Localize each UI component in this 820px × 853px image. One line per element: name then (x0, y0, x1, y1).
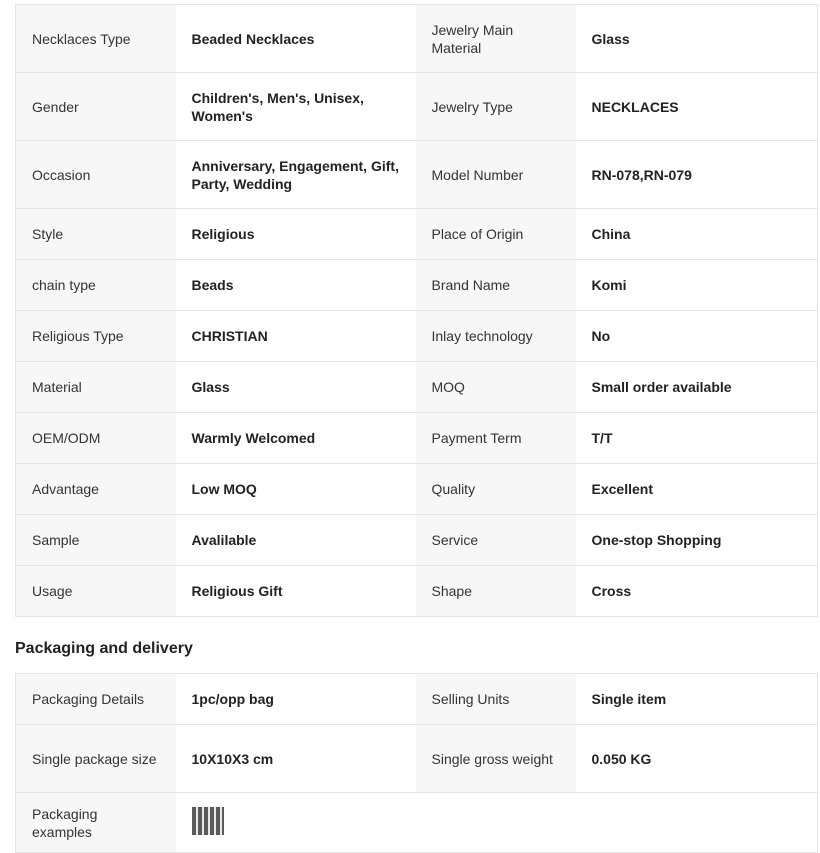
attribute-value: Low MOQ (176, 464, 416, 515)
table-row (16, 260, 818, 311)
attribute-value: One-stop Shopping (576, 515, 818, 566)
attribute-value: Glass (576, 5, 818, 73)
attribute-name: Usage (16, 566, 176, 617)
packaging-example-image[interactable] (192, 807, 224, 835)
attribute-name: chain type (16, 260, 176, 311)
attribute-value: Beaded Necklaces (176, 5, 416, 73)
attribute-value: Religious (176, 209, 416, 260)
attribute-name: Religious Type (16, 311, 176, 362)
attribute-value: Beads (176, 260, 416, 311)
attribute-name: Brand Name (416, 260, 576, 311)
attribute-name: Material (16, 362, 176, 413)
attribute-name: Single package size (16, 725, 176, 793)
attribute-value: China (576, 209, 818, 260)
attribute-name: Jewelry Type (416, 73, 576, 141)
attribute-value: Cross (576, 566, 818, 617)
attribute-value: Children's, Men's, Unisex, Women's (176, 73, 416, 141)
attribute-value: Warmly Welcomed (176, 413, 416, 464)
attribute-name: Sample (16, 515, 176, 566)
table-row (16, 209, 818, 260)
attribute-name: Jewelry Main Material (416, 5, 576, 73)
attribute-value: Anniversary, Engagement, Gift, Party, Wedding (176, 141, 416, 209)
attribute-name: Place of Origin (416, 209, 576, 260)
attribute-name: Single gross weight (416, 725, 576, 793)
attribute-value: RN-078,RN-079 (576, 141, 818, 209)
attribute-value: 10X10X3 cm (176, 725, 416, 793)
packaging-table (15, 673, 818, 853)
attribute-name: Selling Units (416, 674, 576, 725)
attribute-value: 1pc/opp bag (176, 674, 416, 725)
table-row (16, 464, 818, 515)
attribute-value: No (576, 311, 818, 362)
table-row (16, 413, 818, 464)
attribute-value: Single item (576, 674, 818, 725)
attribute-value: 0.050 KG (576, 725, 818, 793)
attribute-name: Quality (416, 464, 576, 515)
attribute-value: Komi (576, 260, 818, 311)
table-row (16, 793, 818, 853)
attribute-value: T/T (576, 413, 818, 464)
attribute-value: CHRISTIAN (176, 311, 416, 362)
attribute-name: Necklaces Type (16, 5, 176, 73)
attribute-value: Excellent (576, 464, 818, 515)
table-row (16, 311, 818, 362)
attribute-name: Service (416, 515, 576, 566)
table-row (16, 73, 818, 141)
attribute-name: Advantage (16, 464, 176, 515)
attribute-name: OEM/ODM (16, 413, 176, 464)
attribute-name: Occasion (16, 141, 176, 209)
table-row (16, 141, 818, 209)
attribute-name: Style (16, 209, 176, 260)
table-row (16, 362, 818, 413)
attribute-name: Model Number (416, 141, 576, 209)
attribute-name: Packaging Details (16, 674, 176, 725)
attribute-name: Payment Term (416, 413, 576, 464)
attribute-name: Inlay technology (416, 311, 576, 362)
attribute-value: Religious Gift (176, 566, 416, 617)
attribute-name: Packaging examples (16, 793, 176, 853)
attribute-name: Gender (16, 73, 176, 141)
attribute-value: Avalilable (176, 515, 416, 566)
attribute-value: Glass (176, 362, 416, 413)
attributes-table (15, 4, 818, 617)
attribute-name: Shape (416, 566, 576, 617)
table-row (16, 5, 818, 73)
attribute-name: MOQ (416, 362, 576, 413)
table-row (16, 725, 818, 793)
table-row (16, 674, 818, 725)
attribute-value (176, 793, 416, 853)
table-row (16, 515, 818, 566)
attribute-value: NECKLACES (576, 73, 818, 141)
table-row (16, 566, 818, 617)
attribute-value: Small order available (576, 362, 818, 413)
section-title: Packaging and delivery (15, 640, 193, 657)
